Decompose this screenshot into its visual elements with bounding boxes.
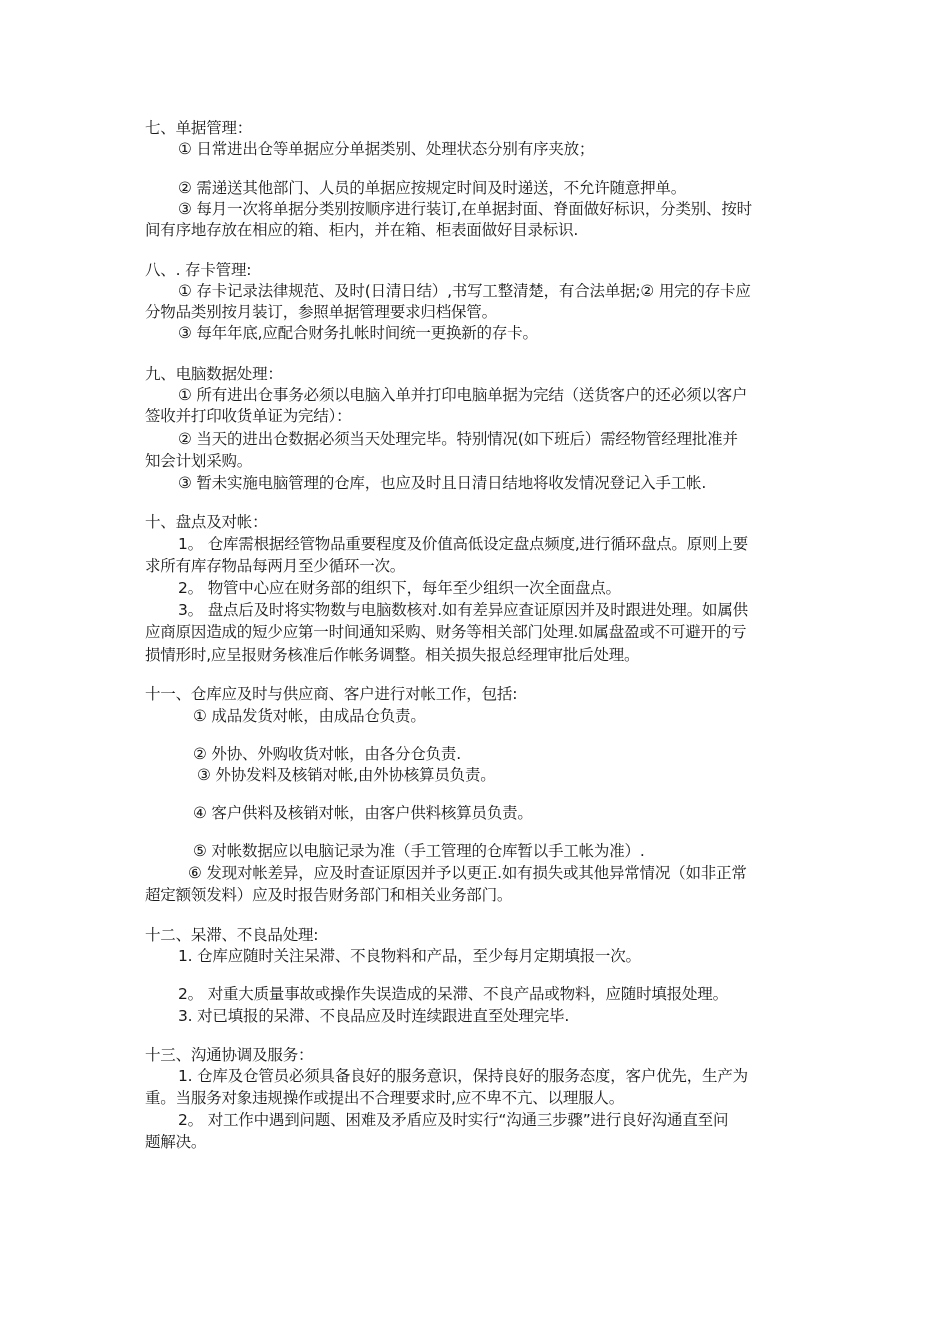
- section-heading-8: 八、. 存卡管理:: [145, 261, 252, 279]
- paragraph-line: 超定额领发料）应及时报告财务部门和相关业务部门。: [145, 886, 513, 904]
- paragraph-line: ① 日常进出仓等单据应分单据类别、处理状态分别有序夹放；: [178, 140, 595, 158]
- paragraph-line: ⑥ 发现对帐差异，应及时查证原因并予以更正.如有损失或其他异常情况（如非正常: [188, 864, 747, 882]
- paragraph-line: 2。 对工作中遇到问题、困难及矛盾应及时实行“沟通三步骤”进行良好沟通直至问: [178, 1111, 729, 1129]
- paragraph-line: ① 所有进出仓事务必须以电脑入单并打印电脑单据为完结（送货客户的还必须以客户: [178, 386, 748, 404]
- paragraph-line: 1. 仓库应随时关注呆滞、不良物料和产品，至少每月定期填报一次。: [178, 947, 641, 965]
- paragraph-line: ③ 每年年底,应配合财务扎帐时间统一更换新的存卡。: [178, 324, 538, 342]
- paragraph-line: 签收并打印收货单证为完结）：: [145, 407, 352, 425]
- paragraph-line: ⑤ 对帐数据应以电脑记录为准（手工管理的仓库暂以手工帐为准）.: [193, 842, 645, 860]
- paragraph-line: 求所有库存物品每两月至少循环一次。: [145, 557, 406, 575]
- paragraph-line: ③ 每月一次将单据分类别按顺序进行装订,在单据封面、脊面做好标识，分类别、按时: [178, 200, 752, 218]
- paragraph-line: ④ 客户供料及核销对帐，由客户供料核算员负责。: [193, 804, 533, 822]
- section-heading-13: 十三、沟通协调及服务：: [145, 1046, 314, 1064]
- paragraph-line: 分物品类别按月装订，参照单据管理要求归档保管。: [145, 303, 497, 321]
- paragraph-line: ① 存卡记录法律规范、及时(日清日结）,书写工整清楚，有合法单据;② 用完的存卡应: [178, 282, 751, 300]
- paragraph-line: 3。 盘点后及时将实物数与电脑数核对.如有差异应查证原因并及时跟进处理。如属供: [178, 601, 748, 619]
- paragraph-line: 2。 物管中心应在财务部的组织下，每年至少组织一次全面盘点。: [178, 579, 621, 597]
- paragraph-line: 重。当服务对象违规操作或提出不合理要求时,应不卑不亢、以理服人。: [145, 1089, 625, 1107]
- paragraph-line: 间有序地存放在相应的箱、柜内，并在箱、柜表面做好目录标识.: [145, 221, 579, 239]
- paragraph-line: 3. 对已填报的呆滞、不良品应及时连续跟进直至处理完毕.: [178, 1007, 570, 1025]
- section-heading-11: 十一、仓库应及时与供应商、客户进行对帐工作，包括:: [145, 685, 518, 703]
- paragraph-line: ② 当天的进出仓数据必须当天处理完毕。特别情况(如下班后）需经物管经理批准并: [178, 430, 738, 448]
- paragraph-line: 损情形时,应呈报财务核准后作帐务调整。相关损失报总经理审批后处理。: [145, 646, 640, 664]
- paragraph-line: 2。 对重大质量事故或操作失误造成的呆滞、不良产品或物料，应随时填报处理。: [178, 985, 728, 1003]
- section-heading-12: 十二、呆滞、不良品处理:: [145, 926, 319, 944]
- paragraph-line: ① 成品发货对帐，由成品仓负责。: [193, 707, 426, 725]
- section-heading-9: 九、电脑数据处理：: [145, 365, 283, 383]
- paragraph-line: 1. 仓库及仓管员必须具备良好的服务意识，保持良好的服务态度，客户优先，生产为: [178, 1067, 748, 1085]
- paragraph-line: ③ 暂未实施电脑管理的仓库，也应及时且日清日结地将收发情况登记入手工帐.: [178, 474, 707, 492]
- paragraph-line: 知会计划采购。: [145, 452, 253, 470]
- paragraph-line: 应商原因造成的短少应第一时间通知采购、财务等相关部门处理.如属盘盈或不可避开的亏: [145, 623, 747, 641]
- paragraph-line: ② 需递送其他部门、人员的单据应按规定时间及时递送，不允许随意押单。: [178, 179, 687, 197]
- paragraph-line: ③ 外协发料及核销对帐,由外协核算员负责。: [197, 766, 496, 784]
- paragraph-line: 1。 仓库需根据经管物品重要程度及价值高低设定盘点频度,进行循环盘点。原则上要: [178, 535, 748, 553]
- paragraph-line: 题解决。: [145, 1133, 207, 1151]
- section-heading-10: 十、盘点及对帐：: [145, 513, 268, 531]
- paragraph-line: ② 外协、外购收货对帐，由各分仓负责.: [193, 745, 461, 763]
- section-heading-7: 七、单据管理：: [145, 119, 253, 137]
